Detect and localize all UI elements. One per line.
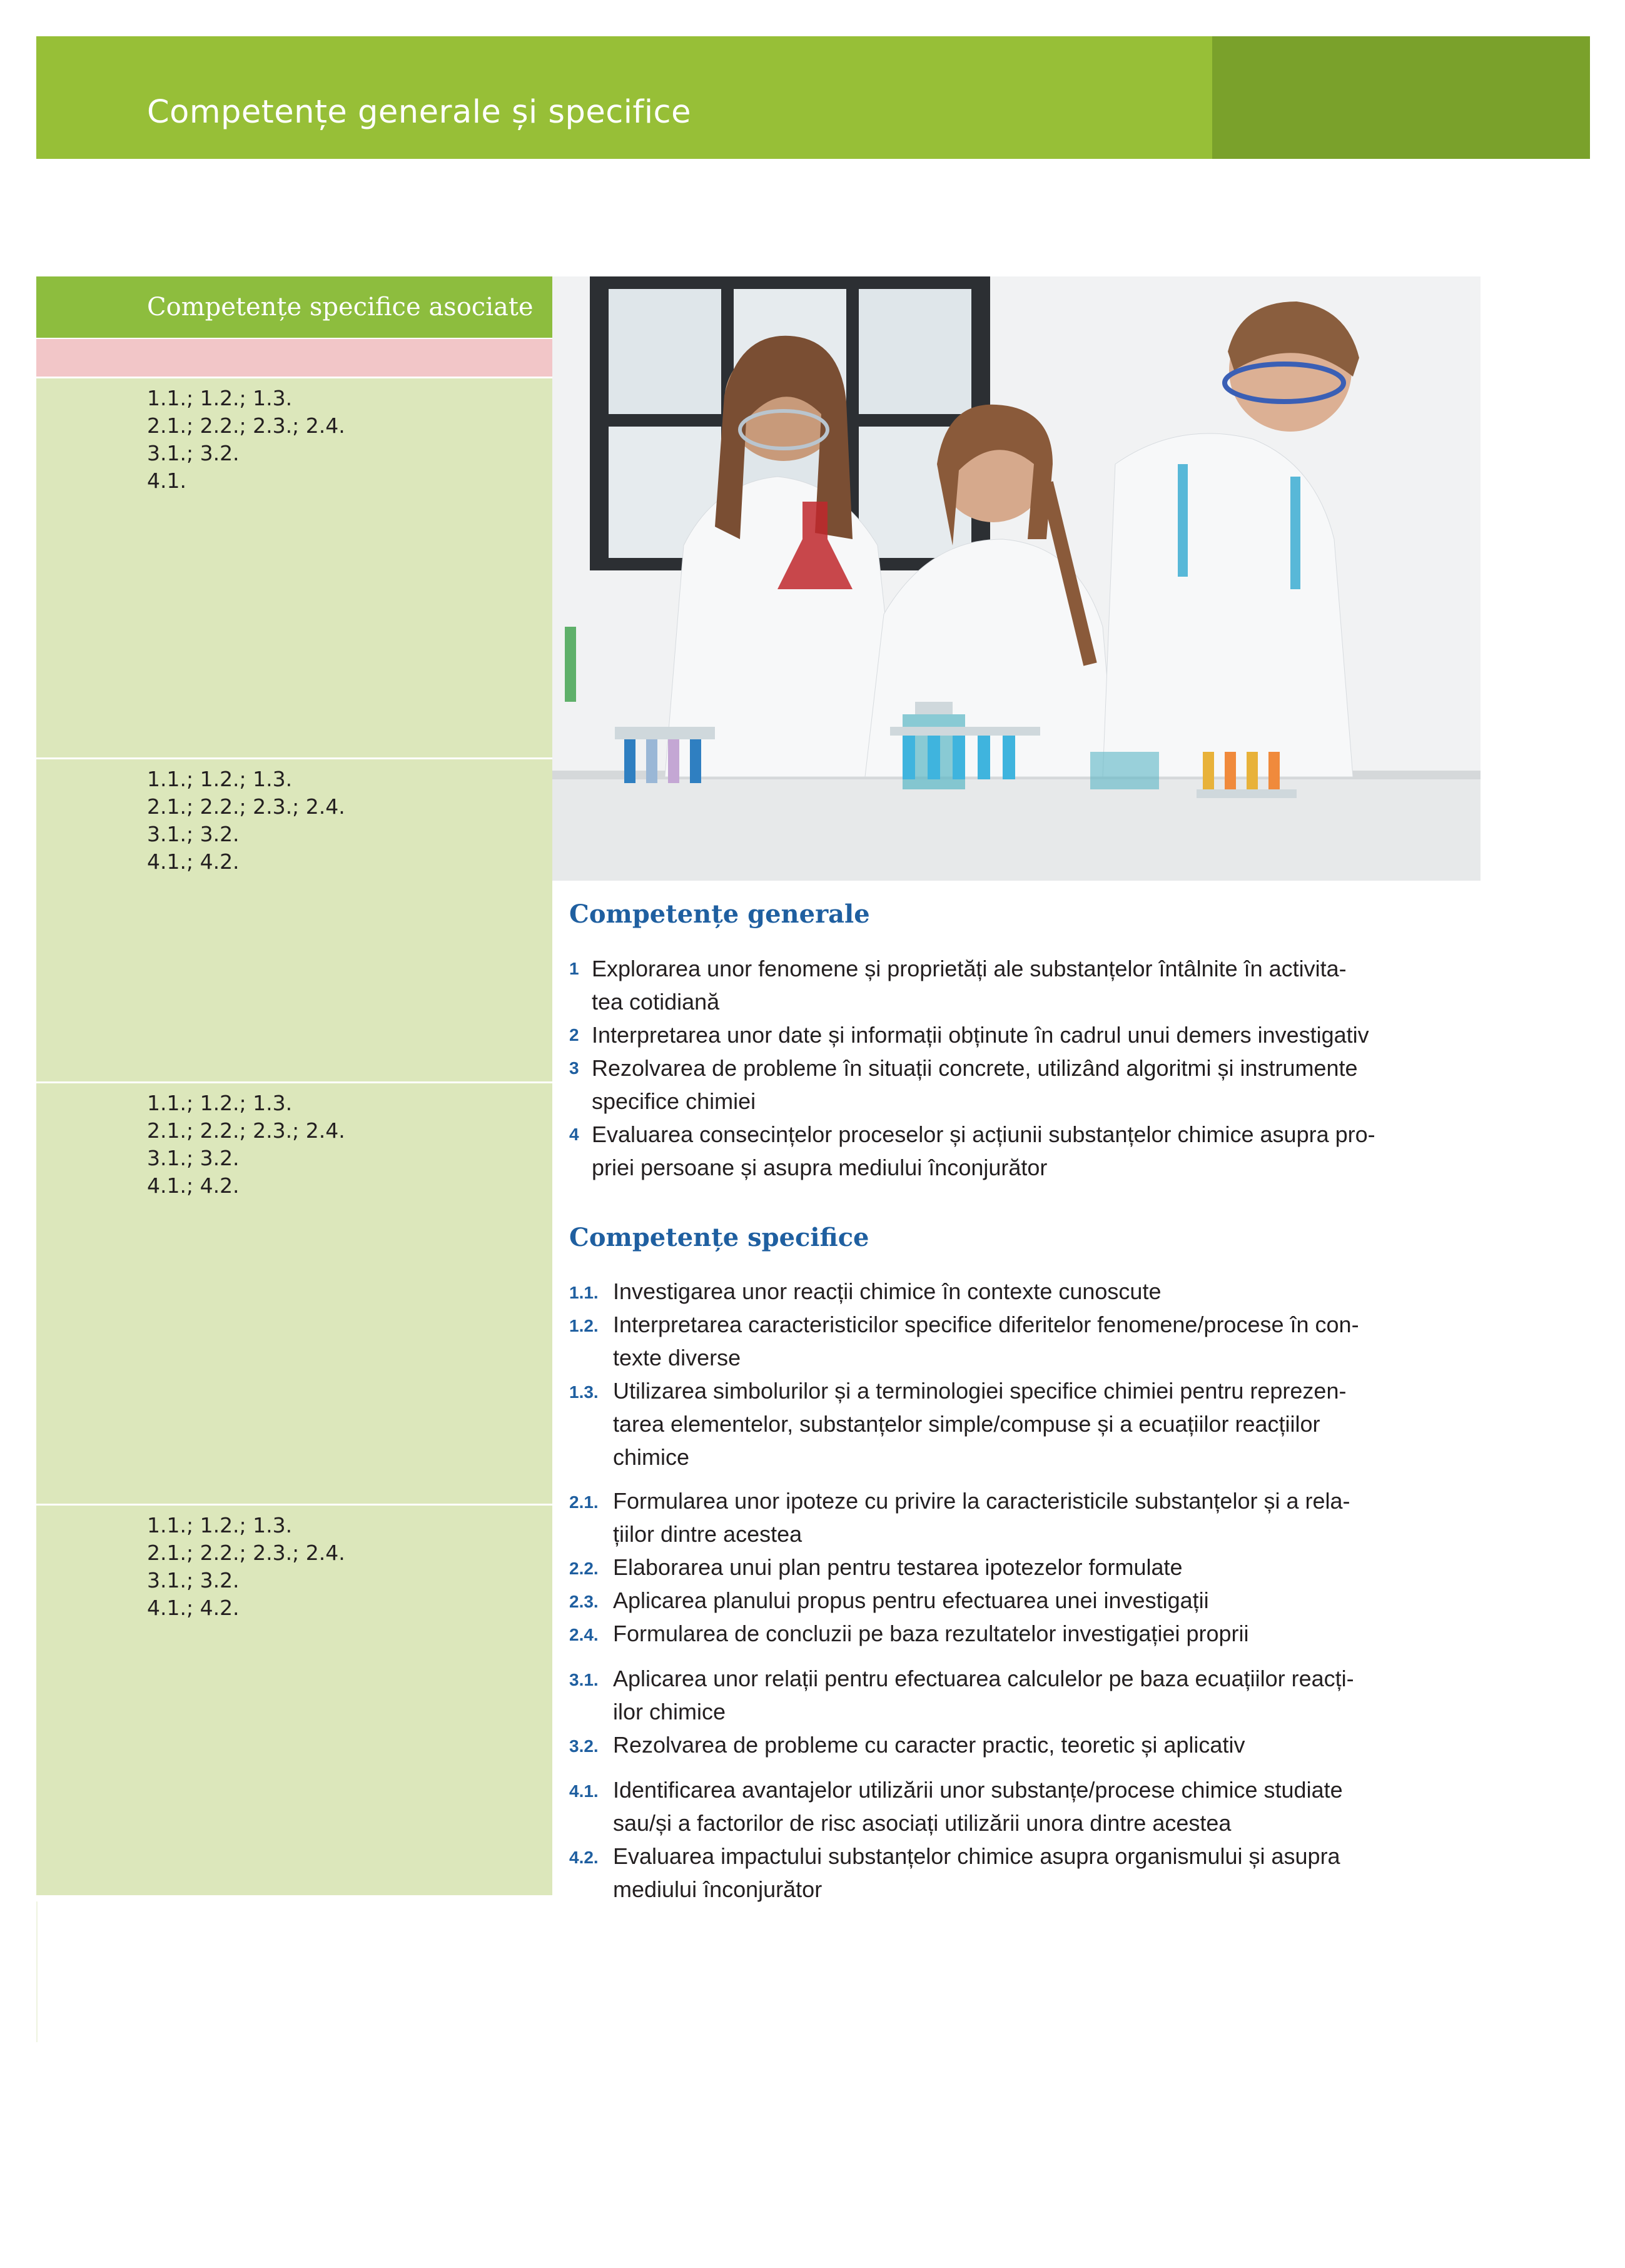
row-line: 3.1.; 3.2.	[147, 1146, 240, 1170]
row-line: 4.1.; 4.2.	[147, 1173, 240, 1198]
header-accent	[1212, 36, 1590, 159]
table-header: Competențe specifice asociate	[36, 276, 552, 338]
item-number: 4.1.	[569, 1781, 599, 1801]
item-number: 2.4.	[569, 1625, 599, 1644]
item-number: 1.3.	[569, 1382, 599, 1402]
item-text: țiilor dintre acestea	[613, 1521, 802, 1547]
item-text: Interpretarea unor date și informații obținute în cadrul unui demers investigativ	[592, 1022, 1369, 1048]
item-text: Investigarea unor reacții chimice în contexte cunoscute	[613, 1278, 1162, 1304]
row-line: 4.1.	[147, 468, 186, 493]
table-row	[36, 757, 552, 1081]
table-subheader	[36, 338, 552, 377]
item-text: specifice chimiei	[592, 1088, 756, 1114]
row-line: 2.1.; 2.2.; 2.3.; 2.4.	[147, 1541, 345, 1565]
faint-line	[36, 1901, 38, 2042]
item-number: 3	[569, 1058, 579, 1078]
row-line: 2.1.; 2.2.; 2.3.; 2.4.	[147, 413, 345, 438]
item-text: Formularea de concluzii pe baza rezultatelor investigației proprii	[613, 1621, 1249, 1646]
row-line: 1.1.; 1.2.; 1.3.	[147, 1091, 293, 1115]
item-number: 4	[569, 1125, 579, 1144]
item-number: 3.2.	[569, 1736, 599, 1756]
item-text: Formularea unor ipoteze cu privire la caracteristicile substanțelor și a rela-	[613, 1488, 1350, 1514]
item-number: 2.3.	[569, 1592, 599, 1611]
item-text: Explorarea unor fenomene și proprietăți ale substanțelor întâlnite în activita-	[592, 956, 1347, 981]
item-number: 1.2.	[569, 1316, 599, 1335]
row-line: 1.1.; 1.2.; 1.3.	[147, 386, 293, 410]
item-number: 2.2.	[569, 1559, 599, 1578]
table-row	[36, 377, 552, 757]
row-line: 3.1.; 3.2.	[147, 1568, 240, 1592]
row-line: 3.1.; 3.2.	[147, 822, 240, 846]
item-text: Rezolvarea de probleme în situații concrete, utilizând algoritmi și instrumente	[592, 1055, 1358, 1081]
item-number: 4.2.	[569, 1848, 599, 1867]
item-text: Aplicarea unor relații pentru efectuarea calculelor pe baza ecuațiilor reacți-	[613, 1666, 1354, 1691]
item-text: Utilizarea simbolurilor și a terminologiei specifice chimiei pentru reprezen-	[613, 1378, 1347, 1404]
table-row	[36, 1504, 552, 1895]
item-number: 1.1.	[569, 1283, 599, 1302]
row-line: 4.1.; 4.2.	[147, 1596, 240, 1620]
item-text: sau/și a factorilor de risc asociați utilizării unora dintre acestea	[613, 1810, 1232, 1836]
competencies-table	[36, 276, 552, 1895]
item-number: 3.1.	[569, 1670, 599, 1689]
item-text: Elaborarea unui plan pentru testarea ipotezelor formulate	[613, 1554, 1183, 1580]
row-line: 3.1.; 3.2.	[147, 441, 240, 465]
item-text: Aplicarea planului propus pentru efectuarea unei investigații	[613, 1587, 1209, 1613]
item-text: texte diverse	[613, 1345, 741, 1370]
item-text: ilor chimice	[613, 1699, 726, 1724]
item-number: 1	[569, 959, 579, 978]
lab-photo	[552, 276, 1481, 881]
item-text: Evaluarea impactului substanțelor chimice asupra organismului și asupra	[613, 1843, 1340, 1869]
lab-photo-illustration	[552, 276, 1481, 881]
row-line: 2.1.; 2.2.; 2.3.; 2.4.	[147, 794, 345, 819]
item-text: Identificarea avantajelor utilizării unor substanțe/procese chimice studiate	[613, 1777, 1343, 1803]
row-line: 4.1.; 4.2.	[147, 849, 240, 874]
row-line: 2.1.; 2.2.; 2.3.; 2.4.	[147, 1118, 345, 1143]
item-text: tarea elementelor, substanțelor simple/compuse și a ecuațiilor reacțiilor	[613, 1411, 1320, 1437]
general-competencies-title: Competențe generale	[569, 899, 870, 929]
item-number: 2	[569, 1025, 579, 1045]
item-number: 2.1.	[569, 1492, 599, 1512]
row-line: 1.1.; 1.2.; 1.3.	[147, 1513, 293, 1537]
item-text: Rezolvarea de probleme cu caracter practic, teoretic și aplicativ	[613, 1732, 1245, 1758]
table-row	[36, 1081, 552, 1504]
item-text: chimice	[613, 1444, 690, 1470]
specific-competencies-title: Competențe specifice	[569, 1223, 869, 1252]
item-text: tea cotidiană	[592, 989, 720, 1015]
item-text: priei persoane și asupra mediului înconjurător	[592, 1155, 1048, 1180]
page-title: Competențe generale și specifice	[147, 94, 691, 131]
item-text: mediului înconjurător	[613, 1876, 823, 1902]
row-line: 1.1.; 1.2.; 1.3.	[147, 767, 293, 791]
item-text: Interpretarea caracteristicilor specifice diferitelor fenomene/procese în con-	[613, 1312, 1359, 1337]
item-text: Evaluarea consecințelor proceselor și acțiunii substanțelor chimice asupra pro-	[592, 1121, 1375, 1147]
